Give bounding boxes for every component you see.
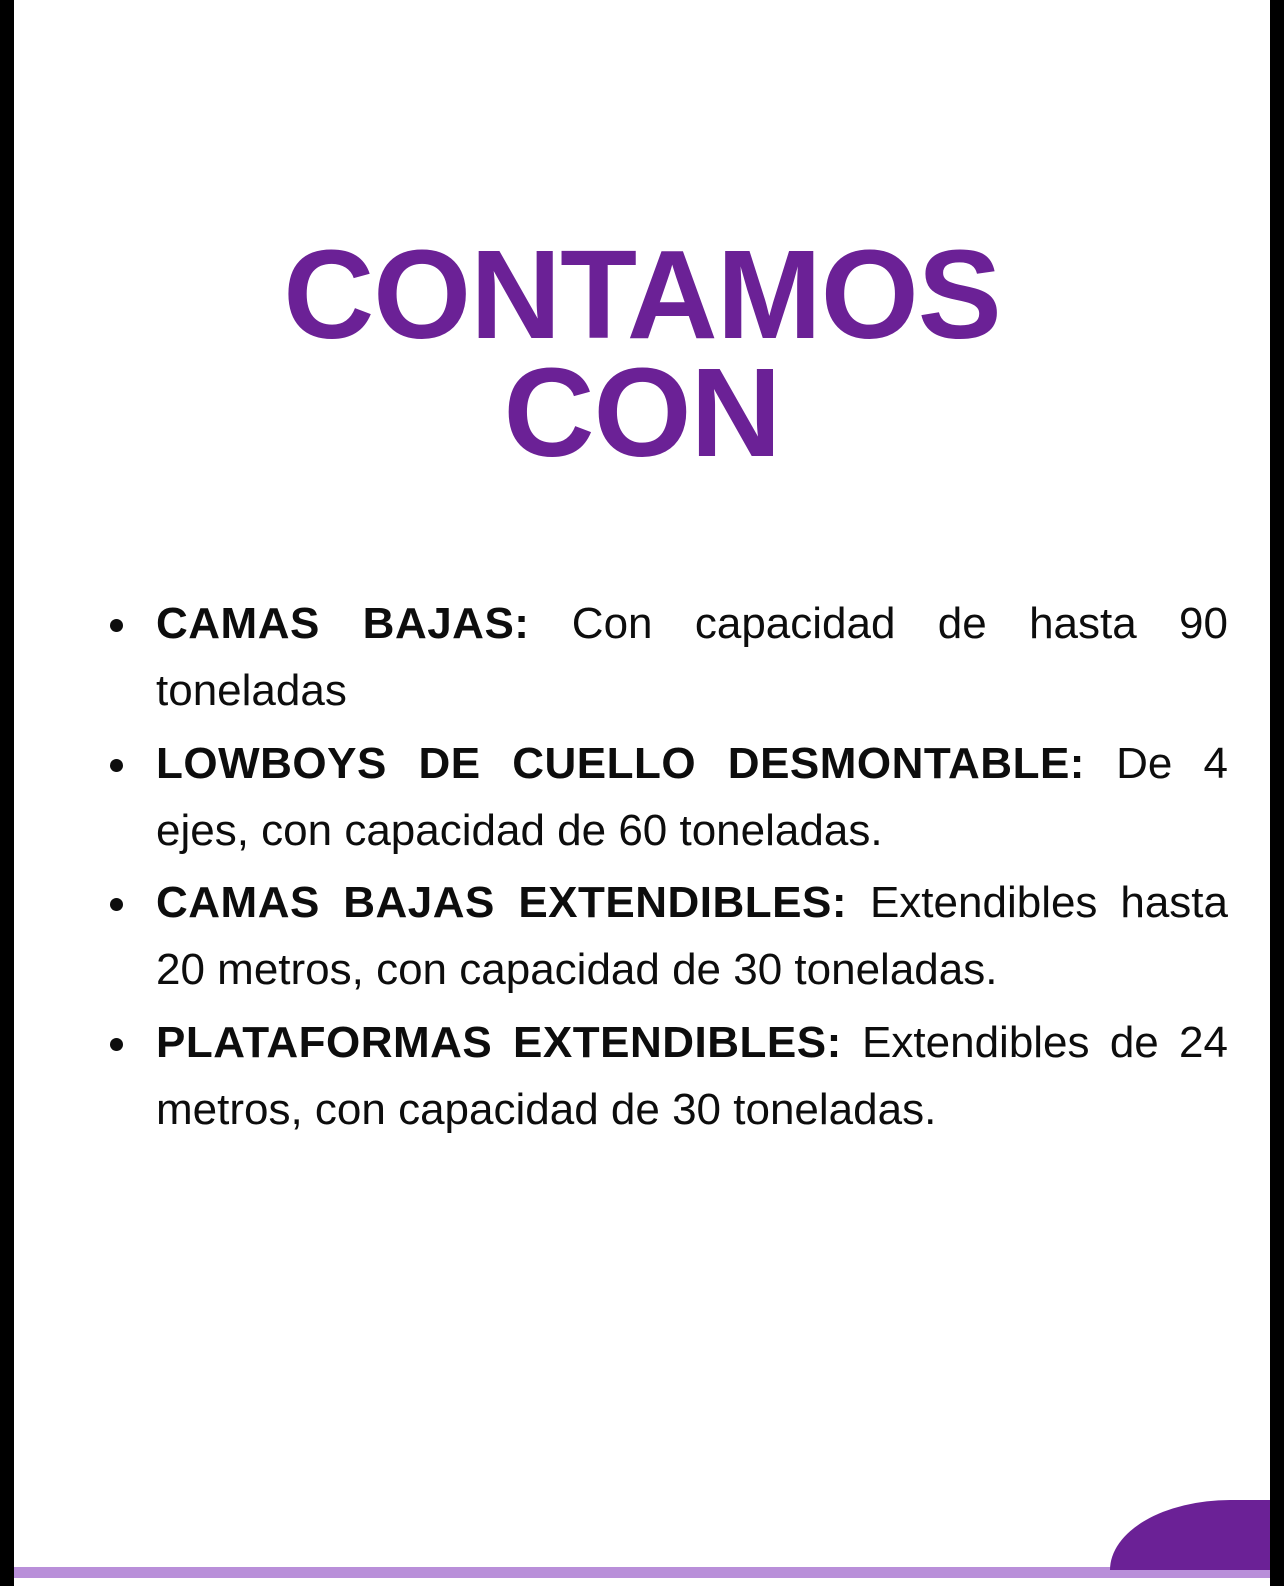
list-item [100,731,1228,865]
list-item-lead: CAMAS BAJAS: [156,598,530,648]
list-item-lead: LOWBOYS DE CUELLO DESMONTABLE: [156,738,1085,788]
list-item [100,1010,1228,1144]
footer-accent-stripe [14,1567,1270,1578]
list-item-text: Extendibles de 24 metros, con capacidad de 30 toneladas. [156,1018,1228,1134]
title-line-2: CON [503,342,781,484]
footer-base [14,1578,1270,1586]
footer-corner-shape [1110,1500,1270,1570]
list-item-lead: CAMAS BAJAS EXTENDIBLES: [156,878,848,928]
list-item-text: Extendibles hasta 20 metros, con capacidad de 30 toneladas. [156,878,1228,995]
list-item [100,591,1228,725]
list-item [100,870,1228,1004]
left-border [0,0,14,1586]
list-item-text: De 4 ejes, con capacidad de 60 toneladas. [156,738,1228,855]
right-border [1270,0,1284,1586]
equipment-list [14,591,1270,1144]
page-title [14,224,1270,484]
footer-decoration [14,1556,1270,1586]
list-item-text: Con capacidad de hasta 90 toneladas [156,598,1228,715]
title-line-1: CONTAMOS [283,224,1001,365]
list-item-lead: PLATAFORMAS EXTENDIBLES: [156,1018,842,1068]
slide-page [14,0,1270,1586]
